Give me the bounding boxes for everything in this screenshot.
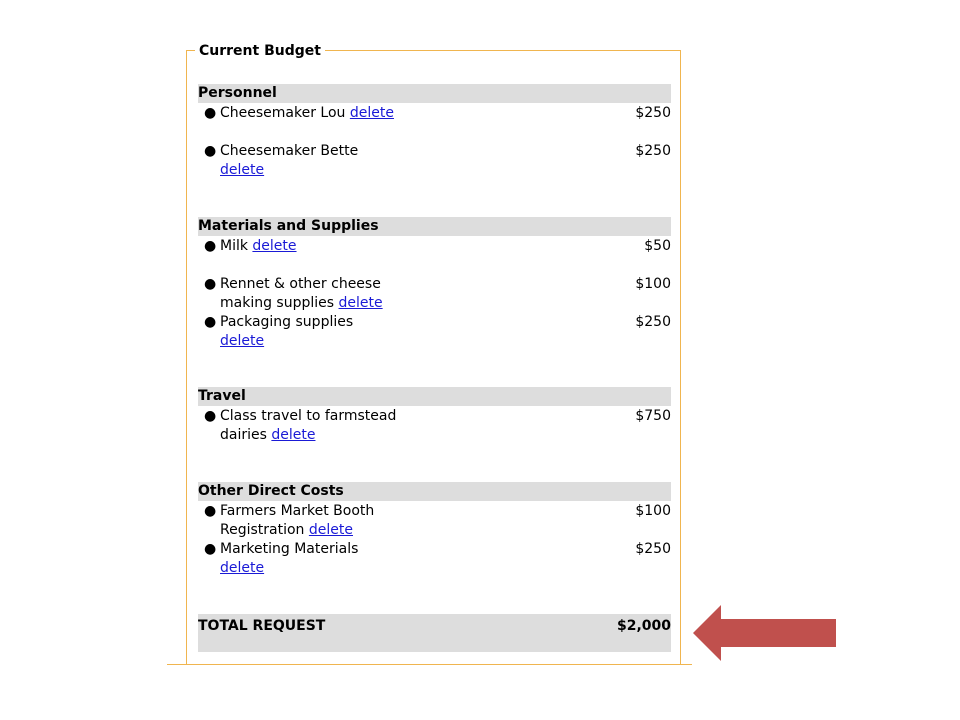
item-description	[220, 313, 400, 351]
delete-link[interactable]: delete	[271, 427, 316, 443]
delete-link[interactable]: delete	[349, 105, 394, 121]
item-description	[220, 407, 400, 445]
item-description	[220, 502, 400, 540]
item-label-cont: Registration	[220, 522, 305, 538]
bullet-icon: ●	[204, 503, 217, 519]
item-label-cont: making supplies	[220, 295, 335, 311]
bullet-icon: ●	[204, 408, 217, 424]
bullet-icon: ●	[204, 314, 217, 330]
delete-link[interactable]: delete	[338, 295, 383, 311]
total-value: $2,000	[616, 618, 671, 634]
item-amount: $100	[635, 276, 671, 292]
item-label: Packaging supplies	[220, 314, 354, 330]
bullet-icon: ●	[204, 541, 217, 557]
item-amount: $250	[635, 314, 671, 330]
total-label: TOTAL REQUEST	[198, 618, 326, 634]
item-description	[220, 237, 400, 256]
bullet-icon: ●	[204, 238, 217, 254]
section-header-travel: Travel	[198, 387, 671, 406]
item-amount: $100	[635, 503, 671, 519]
delete-link[interactable]: delete	[220, 560, 265, 576]
section-header-materials: Materials and Supplies	[198, 217, 671, 236]
delete-link[interactable]: delete	[308, 522, 353, 538]
bullet-icon: ●	[204, 276, 217, 292]
item-amount: $250	[635, 143, 671, 159]
item-amount: $750	[635, 408, 671, 424]
delete-link[interactable]: delete	[220, 162, 265, 178]
section-header-other-direct-costs: Other Direct Costs	[198, 482, 671, 501]
item-amount: $50	[644, 238, 671, 254]
item-label: Marketing Materials	[220, 541, 359, 557]
section-header-personnel: Personnel	[198, 84, 671, 103]
total-request-bar	[198, 614, 671, 652]
item-label: Cheesemaker Lou	[220, 105, 346, 121]
budget-legend: Current Budget	[195, 42, 325, 60]
item-description	[220, 540, 400, 578]
item-label: Milk	[220, 238, 248, 254]
bullet-icon: ●	[204, 143, 217, 159]
item-label: Rennet & other cheese	[220, 276, 381, 292]
item-amount: $250	[635, 105, 671, 121]
item-label: Cheesemaker Bette	[220, 143, 359, 159]
item-amount: $250	[635, 541, 671, 557]
item-label: Class travel to farmstead	[220, 408, 397, 424]
item-label-cont: dairies	[220, 427, 267, 443]
bottom-divider	[167, 664, 692, 665]
bullet-icon: ●	[204, 105, 217, 121]
item-description	[220, 142, 400, 180]
left-arrow-icon	[693, 605, 836, 661]
delete-link[interactable]: delete	[220, 333, 265, 349]
item-label: Farmers Market Booth	[220, 503, 375, 519]
item-description	[220, 104, 400, 123]
item-description	[220, 275, 400, 313]
delete-link[interactable]: delete	[252, 238, 297, 254]
